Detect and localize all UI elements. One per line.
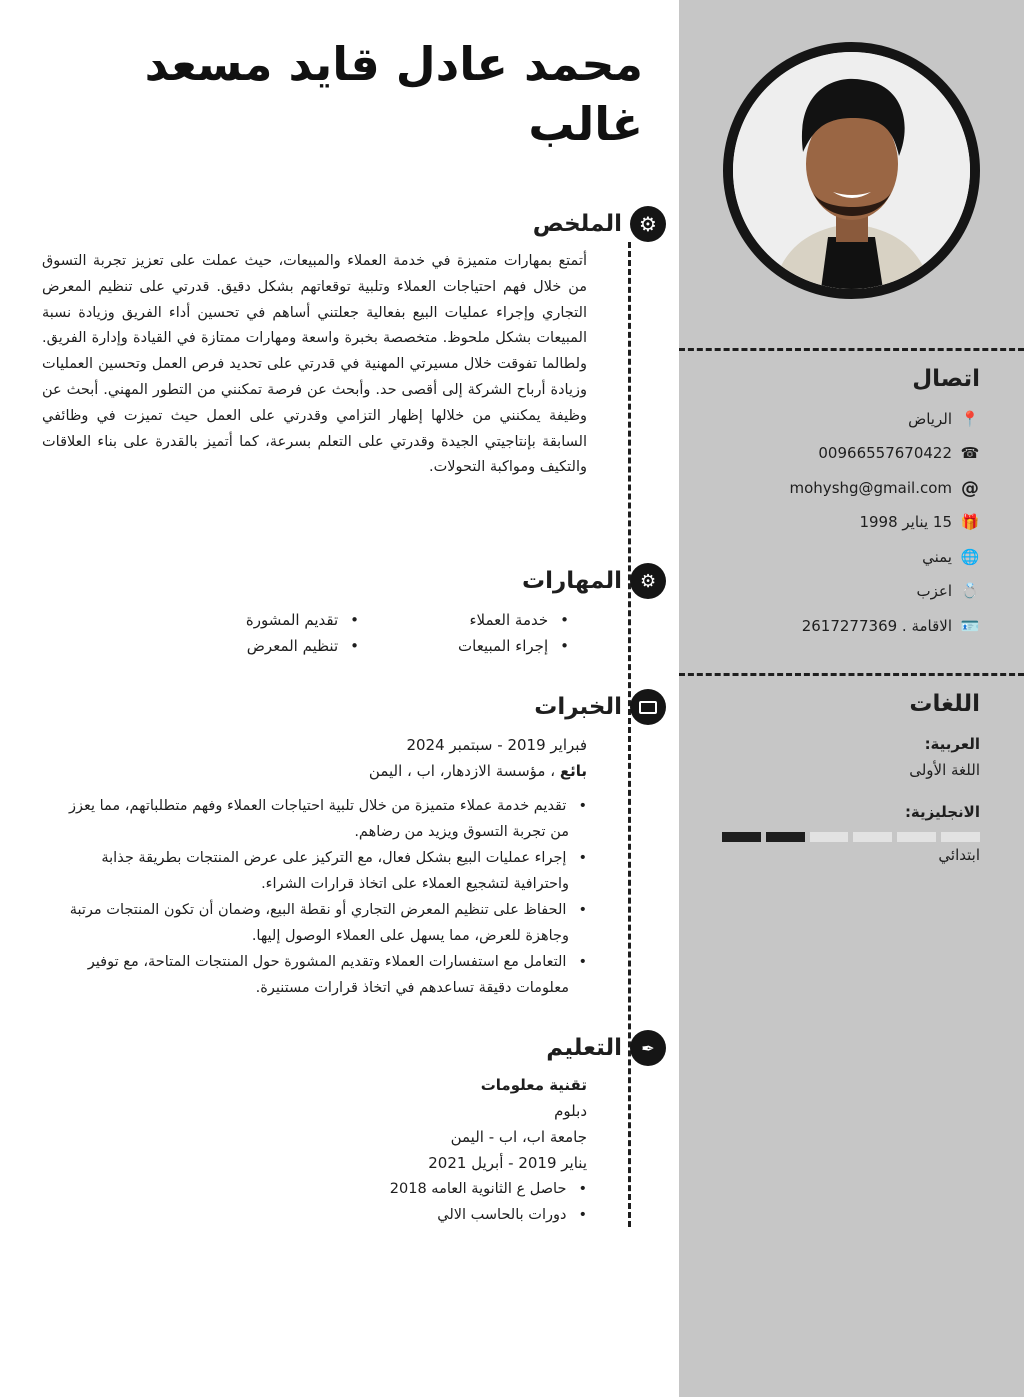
briefcase-icon xyxy=(630,689,666,725)
id-card-icon: 🪪 xyxy=(960,617,980,635)
level-segment xyxy=(853,832,892,842)
gift-icon: 🎁 xyxy=(960,513,980,531)
contact-heading: اتصال xyxy=(912,366,980,392)
skills-heading: ⚙ المهارات xyxy=(522,563,648,599)
language-level: ابتدائي xyxy=(938,846,980,864)
pen-nib-icon: ✒ xyxy=(630,1030,666,1066)
experience-dates: فبراير 2019 - سبتمبر 2024 xyxy=(406,736,587,754)
contact-nationality: 🌐 يمني xyxy=(922,548,980,566)
contact-location: 📍 الرياض xyxy=(908,410,980,428)
skills-list xyxy=(149,607,569,659)
experience-role: بائع ، مؤسسة الازدهار، اب ، اليمن xyxy=(368,762,587,780)
skill-item: • إجراء المبيعات xyxy=(359,633,569,659)
level-segment xyxy=(941,832,980,842)
language-level-bar xyxy=(722,832,980,842)
list-item: • الحفاظ على تنظيم المعرض التجاري أو نقطة البيع، وضمان أن تكون المنتجات مرتبة وجاهزة للعرض، مما يسهل على العملاء الوصول إليها. xyxy=(47,897,587,949)
ring-icon: 💍 xyxy=(960,582,980,600)
contact-phone[interactable]: ☎ 00966557670422 xyxy=(818,444,980,462)
language-level: اللغة الأولى xyxy=(909,761,980,779)
skill-item: • تنظيم المعرض xyxy=(149,633,359,659)
level-segment xyxy=(897,832,936,842)
contact-birthdate: 🎁 15 يناير 1998 xyxy=(859,513,980,531)
skill-item: • خدمة العملاء xyxy=(359,607,569,633)
summary-heading: ⚙ الملخص xyxy=(533,206,648,242)
list-item: • تقديم خدمة عملاء متميزة من خلال تلبية احتياجات العملاء وفهم متطلباتهم، مما يعزز من تجربة التسوق ويزيد من رضاهم. xyxy=(47,793,587,845)
list-item: • دورات بالحاسب الالي xyxy=(47,1202,587,1228)
divider xyxy=(679,348,1024,351)
contact-residency: 🪪 الاقامة . 2617277369 xyxy=(801,617,980,635)
level-segment xyxy=(810,832,849,842)
timeline xyxy=(628,242,631,1227)
divider xyxy=(679,673,1024,676)
education-school: جامعة اب، اب - اليمن xyxy=(450,1128,587,1146)
education-field: تقنية معلومات xyxy=(480,1076,587,1094)
contact-marital: 💍 اعزب xyxy=(916,582,980,600)
profile-photo xyxy=(723,42,980,299)
list-item: • حاصل ع الثانوية العامه 2018 xyxy=(47,1176,587,1202)
education-dates: يناير 2019 - أبريل 2021 xyxy=(428,1154,587,1172)
language-name: العربية: xyxy=(924,735,980,753)
level-segment xyxy=(722,832,761,842)
user-gear-icon: ⚙ xyxy=(630,563,666,599)
list-item: • التعامل مع استفسارات العملاء وتقديم المشورة حول المنتجات المتاحة، مع توفير معلومات دقيقة تساعدهم في اتخاذ قرارات مستنيرة. xyxy=(47,949,587,1001)
education-degree: دبلوم xyxy=(554,1102,587,1120)
gear-icon: ⚙ xyxy=(630,206,666,242)
list-item: • إجراء عمليات البيع بشكل فعال، مع التركيز على عرض المنتجات بطريقة جذابة واحترافية لتشجيع العملاء على اتخاذ قرارات الشراء. xyxy=(47,845,587,897)
skill-item: • تقديم المشورة xyxy=(149,607,359,633)
phone-icon: ☎ xyxy=(960,444,980,462)
at-icon: @ xyxy=(961,477,979,499)
languages-heading: اللغات xyxy=(909,691,980,717)
map-pin-icon: 📍 xyxy=(960,410,980,428)
contact-email[interactable]: @ mohyshg@gmail.com xyxy=(789,477,979,499)
language-name: الانجليزية: xyxy=(904,803,980,821)
summary-text: أتمتع بمهارات متميزة في خدمة العملاء والمبيعات، حيث عملت على تعزيز تجربة التسوق من خلال فهم احتياجات العملاء وتلبية توقعاتهم بشكل دقيق. قدرتي على تنظيم المعرض التجاري وإجراء عمليات البيع بفعالية جعلتني أساهم في تحسين أداء الفريق وزيادة نسبة المبيعات بشكل ملحوظ. متخصصة بخبرة واسعة ومهارات ممتازة في القيادة وإدارة الفريق. ولطالما تفوقت خلال مسيرتي المهنية في قدرتي على تحديد فرص العمل وتحسين العمليات وزيادة أرباح الشركة إلى أقصى حد. وأبحث عن فرصة تمكنني من التطور المهني. أبحث عن وظيفة يمكنني من خلالها إظهار التزامي وقدرتي على العمل حيث تميزت في وظائفي السابقة بإنتاجيتي الجيدة وقدرتي على التعلم بسرعة، كما أتميز بالقدرة على بناء العلاقات والتكيف ومواكبة التحولات. xyxy=(42,253,587,476)
experience-heading: الخبرات xyxy=(534,689,648,725)
experience-bullets xyxy=(47,793,587,1001)
person-name: محمد عادل قايد مسعد غالب xyxy=(144,37,643,151)
education-bullets xyxy=(47,1176,587,1228)
education-heading: ✒ التعليم xyxy=(546,1030,648,1066)
globe-icon: 🌐 xyxy=(960,548,980,566)
level-segment xyxy=(766,832,805,842)
